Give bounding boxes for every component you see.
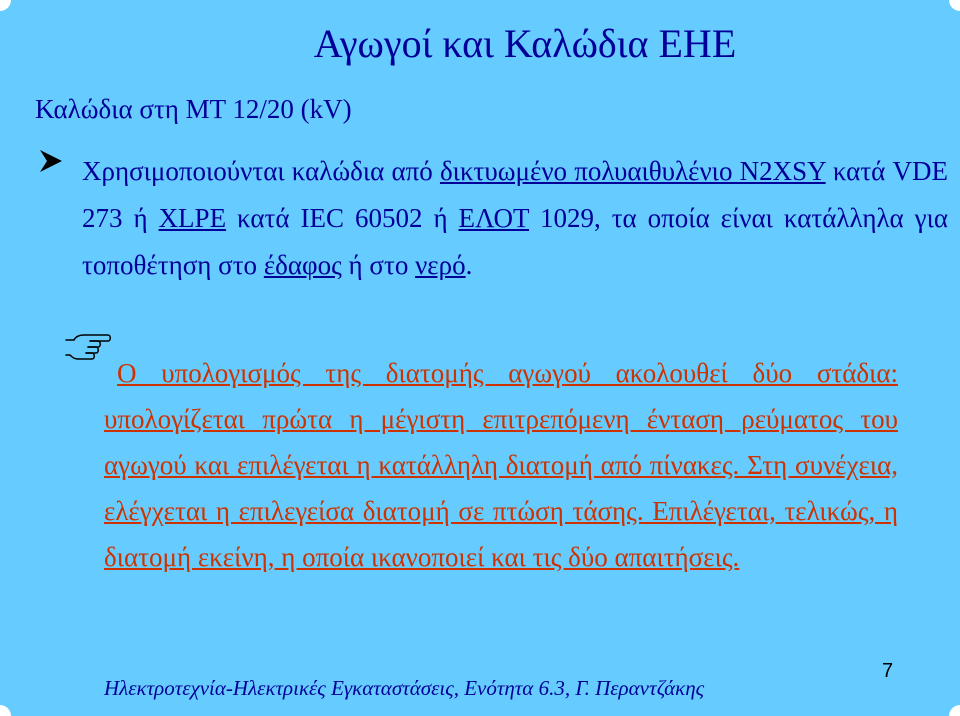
para1-link-soil: έδαφος xyxy=(263,250,342,280)
para1-link-xlpe-n2xsy: δικτυωμένο πολυαιθυλένιο N2XSY xyxy=(439,156,826,186)
page-number: 7 xyxy=(882,660,894,682)
para1-text: Χρησιμοποιούνται καλώδια από xyxy=(82,156,440,186)
para1-link-water: νερό xyxy=(415,250,466,280)
para1-text: 1029, τα οποία είναι κατάλληλα για τοποθέτηση στο xyxy=(82,203,948,280)
para1-link-elot: ΕΛΟΤ xyxy=(458,203,530,233)
para1-link-xlpe: XLPE xyxy=(158,203,227,233)
bullet-paragraph-cross-section: Ο υπολογισμός της διατομής αγωγού ακολουθεί δύο στάδια: υπολογίζεται πρώτα η μέγιστη επιτρεπόμενη ένταση ρεύματος του αγωγού και επιλέγεται η κατάλληλη διατομή από πίνακες. Στη συνέχεια, ελέγχεται η επιλεγείσα διατομή σε πτώση τάσης. Επιλέγεται, τελικώς, η διατομή εκείνη, η οποία ικανοποιεί και τις δύο απαιτήσεις. xyxy=(104,358,898,572)
slide-corner xyxy=(0,705,11,716)
slide-corner xyxy=(949,0,960,11)
slide-title xyxy=(0,20,960,67)
bullet-paragraph-cables xyxy=(82,148,948,289)
para1-text: . xyxy=(465,250,473,280)
arrowhead-bullet-icon xyxy=(38,148,64,174)
para1-text: ή στο xyxy=(341,250,416,280)
slide-subtitle: Καλώδια στη ΜΤ 12/20 (kV) xyxy=(35,94,352,124)
slide-corner xyxy=(0,0,11,11)
slide-corner xyxy=(949,705,960,716)
para1-text: κατά IEC 60502 ή xyxy=(226,203,459,233)
slide-footer: Ηλεκτροτεχνία-Ηλεκτρικές Εγκαταστάσεις, Ενότητα 6.3, Γ. Περαντζάκης xyxy=(104,676,705,700)
slide-title-text: Αγωγοί και Καλώδια ΕΗΕ xyxy=(313,21,737,66)
para1-text: κατά VDE 273 ή xyxy=(82,156,948,233)
